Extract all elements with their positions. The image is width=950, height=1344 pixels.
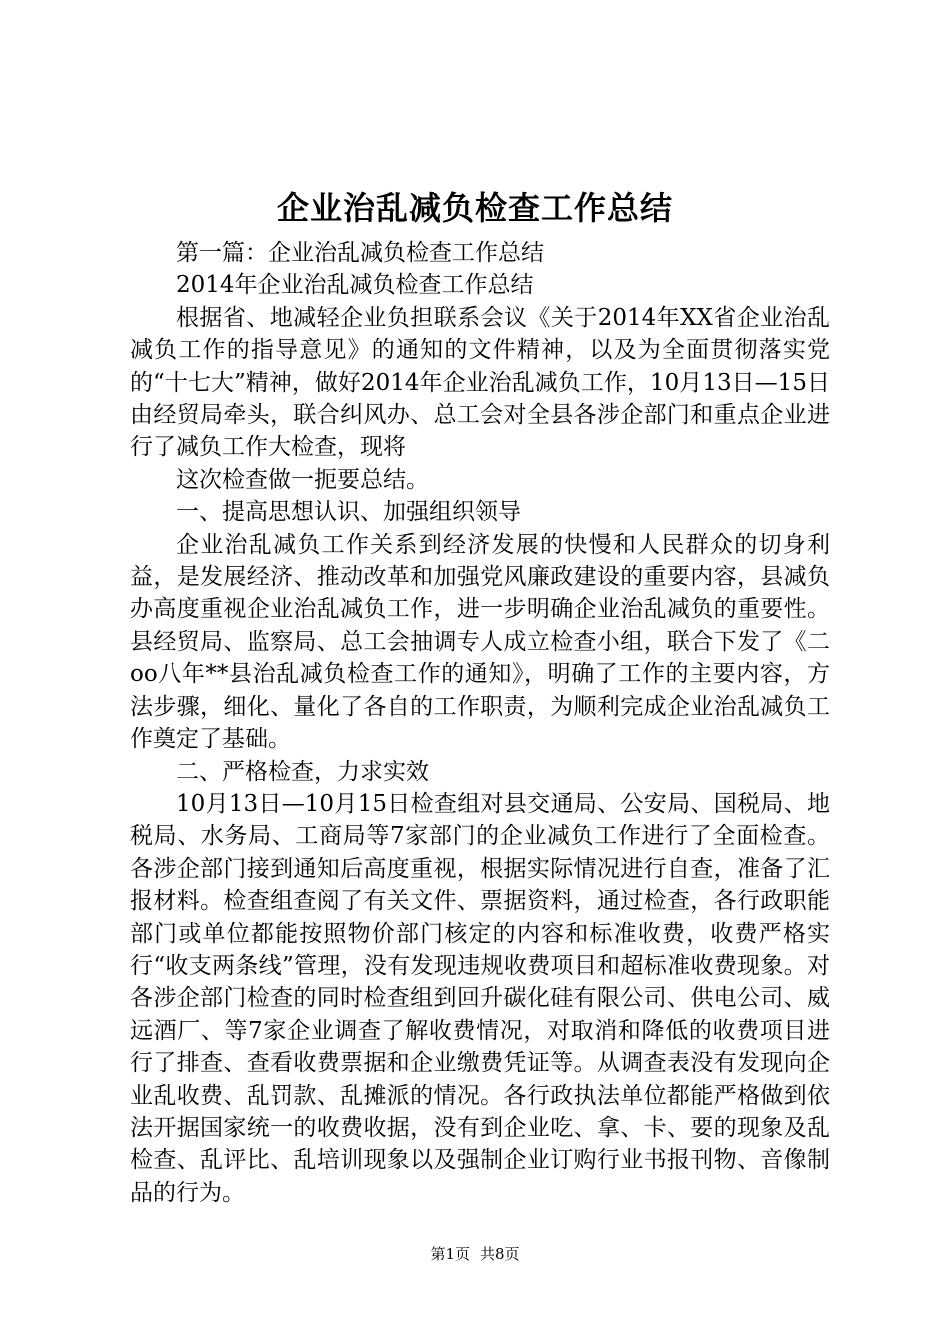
section-heading-two: 二、严格检查，力求实效: [176, 758, 429, 785]
section-two-paragraph: 10月13日—10月15日检查组对县交通局、公安局、国税局、地税局、水务局、工商局等7家部门的企业减负工作进行了全面检查。各涉企部门接到通知后高度重视，根据实际情况进行自查，准备了汇报材料。检查组查阅了有关文件、票据资料，通过检查，各行政职能部门或单位都能按照物价部门核定的内容和标准收费，收费严格实行“收支两条线”管理，没有发现违规收费项目和超标准收费现象。对各涉企部门检查的同时检查组到回升碳化硅有限公司、供电公司、威远酒厂、等7家企业调查了解收费情况，对取消和降低的收费项目进行了排查、查看收费票据和企业缴费凭证等。从调查表没有发现向企业乱收费、乱罚款、乱摊派的情况。各行政执法单位都能严格做到依法开据国家统一的收费收据，没有到企业吃、拿、卡、要的现象及乱检查、乱评比、乱培训现象以及强制企业订购行业书报刊物、音像制品的行为。: [130, 790, 830, 1206]
section-one-paragraph: 企业治乱减负工作关系到经济发展的快慢和人民群众的切身利益，是发展经济、推动改革和加强党风廉政建设的重要内容，县减负办高度重视企业治乱减负工作，进一步明确企业治乱减负的重要性。县经贸局、监察局、总工会抽调专人成立检查小组，联合下发了《二oo八年**县治乱减负检查工作的通知》，明确了工作的主要内容，方法步骤，细化、量化了各自的工作职责，为顺利完成企业治乱减负工作奠定了基础。: [130, 531, 830, 753]
intro-paragraph: 根据省、地减轻企业负担联系会议《关于2014年XX省企业治乱减负工作的指导意见》的通知的文件精神，以及为全面贯彻落实党的“十七大”精神，做好2014年企业治乱减负工作，10月13日—15日由经贸局牵头，联合纠风办、总工会对全县各涉企部门和重点企业进行了减负工作大检查，现将: [130, 304, 830, 461]
subtitle: 2014年企业治乱减负检查工作总结: [176, 272, 534, 299]
document-title: 企业治乱减负检查工作总结: [276, 189, 673, 227]
section-heading-one: 一、提高思想认识、加强组织领导: [176, 499, 521, 526]
section-heading-part-one: 第一篇：企业治乱减负检查工作总结: [176, 240, 544, 266]
page-total: 共8页: [480, 1245, 520, 1263]
document-body: [130, 237, 830, 1209]
page-footer: [0, 1244, 950, 1264]
intro-continuation: 这次检查做一扼要总结。: [176, 466, 429, 493]
page-number: 第1页: [430, 1245, 470, 1263]
